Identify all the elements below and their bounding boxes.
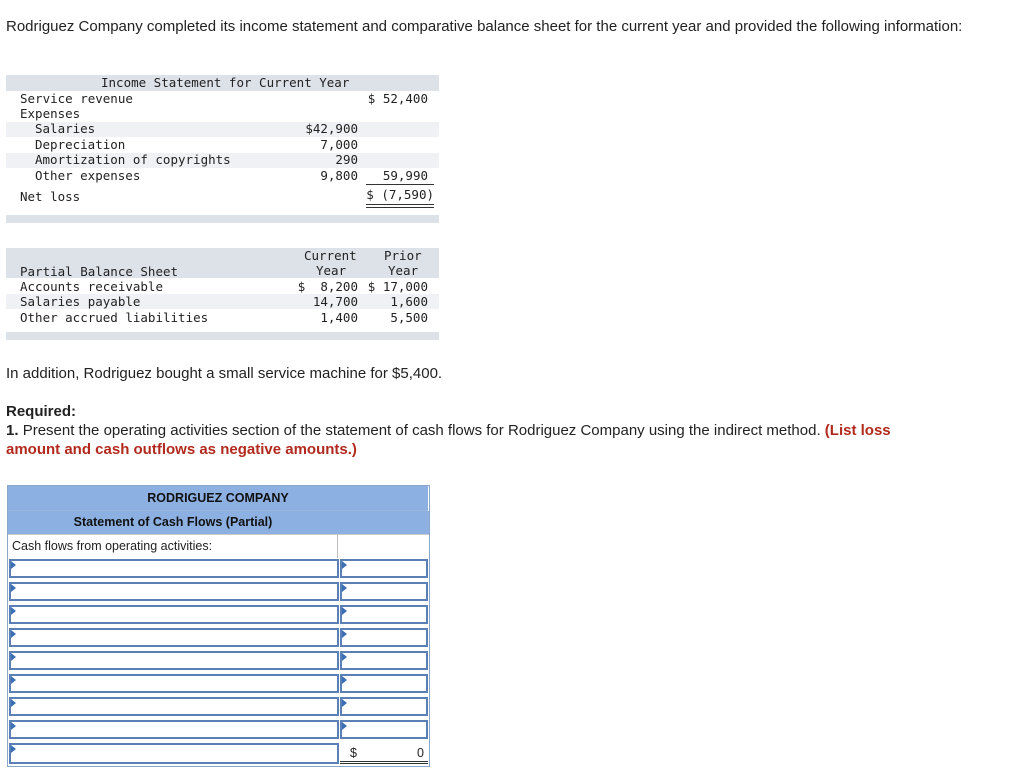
description-input[interactable]: [9, 605, 339, 624]
table-row: [8, 604, 429, 627]
dropdown-marker-icon: [342, 676, 347, 684]
dropdown-marker-icon: [342, 722, 347, 730]
income-statement-title: Income Statement for Current Year: [101, 75, 350, 90]
description-input[interactable]: [9, 674, 339, 693]
table-row: [8, 696, 429, 719]
dropdown-marker-icon: [11, 607, 16, 615]
col-current-line1: Current: [304, 248, 357, 263]
dropdown-marker-icon: [342, 653, 347, 661]
required-title: Required:: [6, 403, 77, 420]
description-input[interactable]: [9, 559, 339, 578]
expense-label-other: Other expenses: [35, 168, 141, 183]
table-row: [8, 558, 429, 581]
bs-label-salaries-payable: Salaries payable: [20, 294, 141, 309]
description-input[interactable]: [9, 582, 339, 601]
amount-input[interactable]: [340, 720, 428, 739]
expenses-label: Expenses: [20, 106, 81, 121]
table-row: [8, 581, 429, 604]
expense-value-depreciation: 7,000: [320, 137, 358, 152]
dropdown-marker-icon: [11, 745, 16, 753]
bs-prior-other-accrued: 5,500: [390, 310, 428, 325]
bs-label-other-accrued: Other accrued liabilities: [20, 310, 209, 325]
total-cell: [340, 743, 428, 764]
amount-input[interactable]: [340, 628, 428, 647]
description-input[interactable]: [9, 720, 339, 739]
dropdown-marker-icon: [11, 676, 16, 684]
intro-text: Rodriguez Company completed its income statement and comparative balance sheet for the current year and provided the following information:: [6, 18, 963, 35]
table-row: [8, 627, 429, 650]
description-input[interactable]: [9, 628, 339, 647]
net-loss-value: $ (7,590): [366, 187, 434, 202]
bs-label-ar: Accounts receivable: [20, 279, 163, 294]
table-row: [8, 673, 429, 696]
dropdown-marker-icon: [342, 699, 347, 707]
bs-current-salaries-payable: 14,700: [312, 294, 358, 309]
required-section: [6, 402, 946, 459]
header-spacer: [338, 511, 428, 534]
company-name-header: RODRIGUEZ COMPANY: [8, 486, 428, 511]
bs-prior-ar: $ 17,000: [367, 279, 428, 294]
dropdown-marker-icon: [342, 584, 347, 592]
required-instruction: [6, 421, 946, 459]
total-currency: $: [350, 746, 357, 760]
expense-label-salaries: Salaries: [35, 121, 96, 136]
operating-activities-label: Cash flows from operating activities:: [8, 535, 338, 558]
statement-title-header: Statement of Cash Flows (Partial): [8, 511, 338, 534]
table-row: [8, 650, 429, 673]
table-row: [8, 719, 429, 742]
expense-label-depreciation: Depreciation: [35, 137, 126, 152]
required-text: Present the operating activities section of the statement of cash flows for Rodriguez Company using the indirect method.: [22, 422, 821, 439]
expense-value-other: 9,800: [320, 168, 358, 183]
amount-input[interactable]: [340, 697, 428, 716]
net-loss-label: Net loss: [20, 189, 81, 204]
balance-bottom-band: [6, 332, 439, 340]
required-note: (List loss amount and cash outflows as negative amounts.): [6, 422, 891, 458]
expense-value-amortization: 290: [335, 152, 358, 167]
dropdown-marker-icon: [11, 722, 16, 730]
amount-input[interactable]: [340, 605, 428, 624]
description-input[interactable]: [9, 651, 339, 670]
bs-prior-salaries-payable: 1,600: [390, 294, 428, 309]
amount-input[interactable]: [340, 651, 428, 670]
total-value: 0: [417, 746, 424, 760]
net-loss-double-underline: [366, 204, 434, 208]
bs-current-other-accrued: 1,400: [320, 310, 358, 325]
statement-header-row: [8, 511, 429, 534]
dropdown-marker-icon: [11, 699, 16, 707]
balance-sheet-title: Partial Balance Sheet: [20, 264, 179, 279]
total-description-input[interactable]: [9, 743, 339, 764]
bs-current-ar: $ 8,200: [297, 279, 358, 294]
description-input[interactable]: [9, 697, 339, 716]
cash-flow-table: [7, 485, 430, 767]
dropdown-marker-icon: [342, 630, 347, 638]
amount-input[interactable]: [340, 559, 428, 578]
service-revenue-label: Service revenue: [20, 91, 133, 106]
income-bottom-band: [6, 215, 439, 223]
section-label-row: [8, 534, 429, 558]
col-prior-line1: Prior: [384, 248, 422, 263]
amount-input[interactable]: [340, 674, 428, 693]
dropdown-marker-icon: [11, 653, 16, 661]
dropdown-marker-icon: [11, 561, 16, 569]
total-expenses-value: 59,990: [382, 168, 428, 183]
total-row: [8, 742, 429, 766]
required-number: 1.: [6, 422, 19, 439]
service-revenue-value: $ 52,400: [367, 91, 428, 106]
expense-value-salaries: $42,900: [305, 121, 358, 136]
dropdown-marker-icon: [11, 584, 16, 592]
dropdown-marker-icon: [11, 630, 16, 638]
col-current-line2: Year: [316, 263, 347, 278]
expense-label-amortization: Amortization of copyrights: [35, 152, 231, 167]
dropdown-marker-icon: [342, 607, 347, 615]
dropdown-marker-icon: [342, 561, 347, 569]
addition-text: In addition, Rodriguez bought a small service machine for $5,400.: [6, 365, 443, 382]
empty-cell: [338, 535, 428, 558]
total-underline: [366, 184, 434, 185]
col-prior-line2: Year: [388, 263, 419, 278]
amount-input[interactable]: [340, 582, 428, 601]
